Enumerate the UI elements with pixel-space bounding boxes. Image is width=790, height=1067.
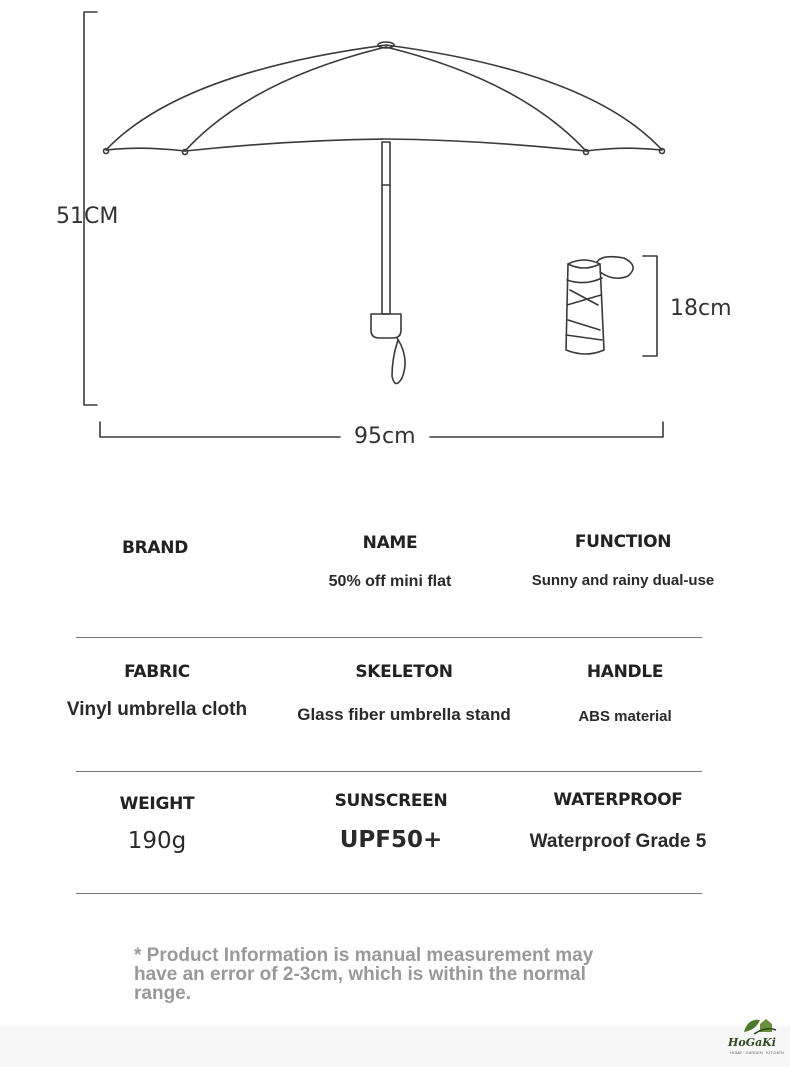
folded-bracket xyxy=(643,256,657,356)
spec-skeleton xyxy=(279,662,529,725)
spec-value: Vinyl umbrella cloth xyxy=(66,699,248,720)
spec-label: FABRIC xyxy=(124,662,190,682)
spec-weight xyxy=(32,794,282,854)
spec-handle xyxy=(500,662,750,725)
measurement-note: * Product Information is manual measurement may have an error of 2-3cm, which is within the normal range. xyxy=(134,945,594,1004)
spec-value: Waterproof Grade 5 xyxy=(529,831,707,852)
strap xyxy=(392,338,405,384)
spec-label: WEIGHT xyxy=(119,794,195,814)
logo-wordmark: HoGaKi xyxy=(728,1036,776,1049)
spec-fabric xyxy=(32,662,282,721)
spec-value: 50% off mini flat xyxy=(328,573,452,590)
logo-tagline: HOME · GARDEN · KITCHEN xyxy=(730,1050,784,1055)
spec-label: SKELETON xyxy=(355,662,453,682)
spec-function xyxy=(498,532,748,589)
spec-value: ABS material xyxy=(578,708,672,725)
width-bracket-right xyxy=(430,422,663,437)
row-divider xyxy=(76,771,702,772)
spec-row xyxy=(0,662,790,782)
spec-label: WATERPROOF xyxy=(553,790,683,810)
spec-label: NAME xyxy=(362,533,418,553)
footer-band xyxy=(0,1026,790,1067)
row-divider xyxy=(76,893,702,894)
folded-strap xyxy=(597,257,633,279)
spec-label: HANDLE xyxy=(586,662,664,682)
folded-length-label: 18cm xyxy=(670,296,732,321)
spec-sunscreen xyxy=(266,791,516,853)
spec-name xyxy=(265,533,515,591)
spec-value: Glass fiber umbrella stand xyxy=(297,705,511,724)
spec-label: SUNSCREEN xyxy=(334,791,448,811)
width-dimension-label: 95cm xyxy=(350,424,420,449)
shaft xyxy=(382,142,390,314)
spec-waterproof xyxy=(492,790,744,853)
spec-brand xyxy=(30,538,280,578)
leaf-house-icon xyxy=(726,1012,786,1038)
spec-row xyxy=(0,790,790,914)
spec-value: 190g xyxy=(127,828,187,854)
spec-value: UPF50+ xyxy=(339,827,443,853)
spec-value: Sunny and rainy dual-use xyxy=(531,572,715,589)
brand-logo xyxy=(726,1012,786,1058)
spec-label: FUNCTION xyxy=(574,532,672,552)
canopy-outline xyxy=(106,45,662,150)
handle xyxy=(371,314,401,338)
spec-row xyxy=(0,532,790,658)
width-bracket xyxy=(100,422,340,437)
row-divider xyxy=(76,637,702,638)
height-dimension-label: 51CM xyxy=(56,204,119,229)
spec-label: BRAND xyxy=(121,538,189,558)
umbrella-drawing xyxy=(0,0,790,470)
umbrella-dimension-diagram xyxy=(0,0,790,470)
